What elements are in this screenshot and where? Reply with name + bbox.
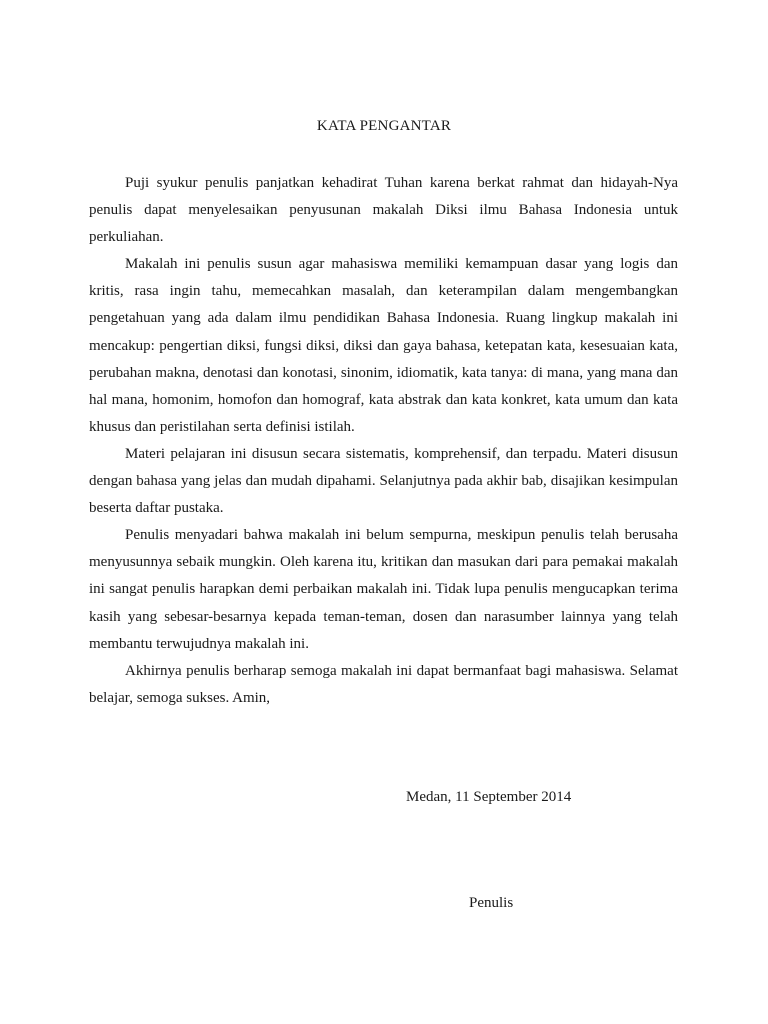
paragraph-5: Akhirnya penulis berharap semoga makalah ini dapat bermanfaat bagi mahasiswa. Selamat belajar, semoga sukses. Amin, (89, 662, 678, 706)
page-title: KATA PENGANTAR (316, 118, 452, 134)
document-body (89, 170, 678, 712)
place-date: Medan, 11 September 2014 (406, 789, 572, 805)
paragraph-3: Materi pelajaran ini disusun secara sistematis, komprehensif, dan terpadu. Materi disusun dengan bahasa yang jelas dan mudah dipahami. Selanjutnya pada akhir bab, disajikan kesimpulan beserta daftar pustaka. (89, 445, 678, 517)
author-signature: Penulis (469, 895, 514, 911)
paragraph-1: Puji syukur penulis panjatkan kehadirat Tuhan karena berkat rahmat dan hidayah-Nya penulis dapat menyelesaikan penyusunan makalah Diksi ilmu Bahasa Indonesia untuk perkuliahan. (89, 175, 678, 246)
paragraph-2: Makalah ini penulis susun agar mahasiswa memiliki kemampuan dasar yang logis dan kritis, rasa ingin tahu, memecahkan masalah, dan keterampilan dalam mengembangkan pengetahuan yang ada dalam ilmu pendidikan Bahasa Indonesia. Ruang lingkup makalah ini mencakup: pengertian diksi, fungsi diksi, diksi dan gaya bahasa, ketepatan kata, kesesuaian kata, perubahan makna, denotasi dan konotasi, sinonim, idiomatik, kata tanya: di mana, yang mana dan hal mana, homonim, homofon dan homograf, kata abstrak dan kata konkret, kata umum dan kata khusus dan peristilahan serta definisi istilah. (89, 256, 678, 435)
paragraph-4: Penulis menyadari bahwa makalah ini belum sempurna, meskipun penulis telah berusaha menyusunnya sebaik mungkin. Oleh karena itu, kritikan dan masukan dari para pemakai makalah ini sangat penulis harapkan demi perbaikan makalah ini. Tidak lupa penulis mengucapkan terima kasih yang sebesar-besarnya kepada teman-teman, dosen dan narasumber lainnya yang telah membantu terwujudnya makalah ini. (89, 527, 678, 652)
